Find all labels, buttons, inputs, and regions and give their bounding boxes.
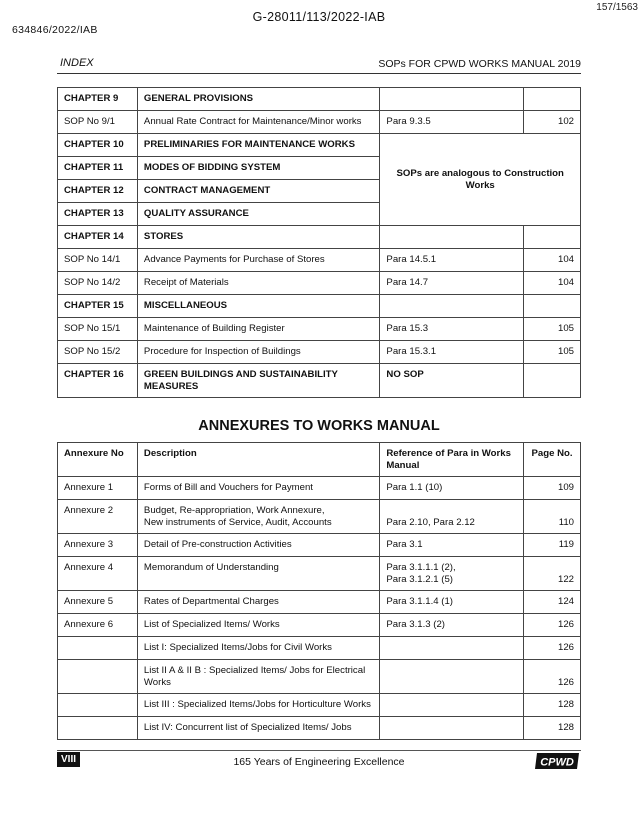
empty-cell bbox=[380, 637, 524, 660]
para-reference: Para 1.1 (10) bbox=[380, 477, 524, 500]
table-row bbox=[58, 249, 581, 272]
sop-description: Receipt of Materials bbox=[137, 272, 380, 295]
reference-line: Para 3.1.2.1 (5) bbox=[386, 574, 454, 585]
table-row bbox=[58, 88, 581, 111]
annexure-description bbox=[137, 500, 379, 534]
empty-cell bbox=[524, 295, 581, 318]
empty-cell bbox=[380, 717, 524, 740]
table-row bbox=[58, 614, 581, 637]
page-number: 110 bbox=[524, 500, 581, 534]
para-reference: Para 9.3.5 bbox=[380, 111, 524, 134]
page-counter: 157/1563 bbox=[596, 2, 638, 13]
column-header: Description bbox=[137, 443, 379, 477]
sop-number: SOP No 14/1 bbox=[58, 249, 138, 272]
chapter-label: CHAPTER 13 bbox=[58, 203, 138, 226]
annexure-description: List IV: Concurrent list of Specialized Items/ Jobs bbox=[137, 717, 379, 740]
page-number: 119 bbox=[524, 534, 581, 557]
chapter-title: GREEN BUILDINGS AND SUSTAINABILITY MEASURES bbox=[137, 364, 380, 398]
description-line: New instruments of Service, Audit, Accounts bbox=[143, 517, 332, 528]
page-number: 104 bbox=[524, 272, 581, 295]
table-row bbox=[58, 557, 581, 591]
annexure-description: List I: Specialized Items/Jobs for Civil Works bbox=[137, 637, 379, 660]
page-number: 122 bbox=[524, 557, 581, 591]
chapter-title: STORES bbox=[137, 226, 380, 249]
para-reference: Para 3.1.3 (2) bbox=[380, 614, 524, 637]
annexures-table bbox=[57, 442, 581, 740]
footer-page-number: VIII bbox=[57, 752, 80, 767]
column-header: Annexure No bbox=[58, 443, 138, 477]
description-line: List II A & II B : Specialized Items/ Jobs for Electrical bbox=[143, 665, 366, 676]
chapter-label: CHAPTER 11 bbox=[58, 157, 138, 180]
page-number: 105 bbox=[524, 318, 581, 341]
empty-cell bbox=[524, 88, 581, 111]
column-header: Page No. bbox=[524, 443, 581, 477]
empty-cell bbox=[380, 88, 524, 111]
annexure-number: Annexure 6 bbox=[58, 614, 138, 637]
annexure-description bbox=[137, 660, 379, 694]
annexure-number: Annexure 5 bbox=[58, 591, 138, 614]
empty-cell bbox=[524, 226, 581, 249]
footer-tagline: 165 Years of Engineering Excellence bbox=[233, 756, 405, 768]
chapter-title: QUALITY ASSURANCE bbox=[137, 203, 380, 226]
header-rule bbox=[57, 73, 581, 74]
empty-cell bbox=[380, 226, 524, 249]
annexure-number: Annexure 2 bbox=[58, 500, 138, 534]
table-row bbox=[58, 111, 581, 134]
footer-rule bbox=[57, 750, 581, 751]
page-number: 109 bbox=[524, 477, 581, 500]
page-number: 128 bbox=[524, 717, 581, 740]
empty-cell bbox=[58, 660, 138, 694]
para-reference: Para 3.1 bbox=[380, 534, 524, 557]
annexure-number: Annexure 3 bbox=[58, 534, 138, 557]
chapter-label: CHAPTER 16 bbox=[58, 364, 138, 398]
sop-description: Maintenance of Building Register bbox=[137, 318, 380, 341]
sop-description: Annual Rate Contract for Maintenance/Minor works bbox=[137, 111, 380, 134]
table-row bbox=[58, 637, 581, 660]
annexure-description: List of Specialized Items/ Works bbox=[137, 614, 379, 637]
annexure-number: Annexure 1 bbox=[58, 477, 138, 500]
annexures-heading: ANNEXURES TO WORKS MANUAL bbox=[198, 418, 440, 434]
table-row bbox=[58, 272, 581, 295]
empty-cell bbox=[524, 364, 581, 398]
annexure-description: Forms of Bill and Vouchers for Payment bbox=[137, 477, 379, 500]
index-table bbox=[57, 87, 581, 398]
chapter-title: PRELIMINARIES FOR MAINTENANCE WORKS bbox=[137, 134, 380, 157]
chapter-title: MODES OF BIDDING SYSTEM bbox=[137, 157, 380, 180]
table-row bbox=[58, 717, 581, 740]
page-number: 126 bbox=[524, 614, 581, 637]
table-row bbox=[58, 660, 581, 694]
para-reference: Para 15.3.1 bbox=[380, 341, 524, 364]
header-manual-title: SOPs FOR CPWD WORKS MANUAL 2019 bbox=[378, 58, 581, 70]
table-row bbox=[58, 694, 581, 717]
para-reference bbox=[380, 557, 524, 591]
description-line: Works bbox=[143, 677, 171, 688]
table-row bbox=[58, 341, 581, 364]
page-number: 126 bbox=[524, 660, 581, 694]
annexure-description: List III : Specialized Items/Jobs for Horticulture Works bbox=[137, 694, 379, 717]
table-row bbox=[58, 318, 581, 341]
empty-cell bbox=[380, 660, 524, 694]
page-number: 105 bbox=[524, 341, 581, 364]
page-number: 128 bbox=[524, 694, 581, 717]
empty-cell bbox=[58, 694, 138, 717]
table-header-row bbox=[58, 443, 581, 477]
cpwd-logo bbox=[534, 752, 580, 770]
description-line: Budget, Re-appropriation, Work Annexure, bbox=[143, 505, 325, 516]
sop-number: SOP No 14/2 bbox=[58, 272, 138, 295]
table-row bbox=[58, 134, 581, 157]
sop-description: Procedure for Inspection of Buildings bbox=[137, 341, 380, 364]
page-number: 124 bbox=[524, 591, 581, 614]
diary-number: 634846/2022/IAB bbox=[12, 24, 98, 36]
page-number: 126 bbox=[524, 637, 581, 660]
chapter-title: GENERAL PROVISIONS bbox=[137, 88, 380, 111]
chapter-label: CHAPTER 15 bbox=[58, 295, 138, 318]
empty-cell bbox=[380, 295, 524, 318]
empty-cell bbox=[58, 637, 138, 660]
table-row bbox=[58, 226, 581, 249]
para-reference: NO SOP bbox=[380, 364, 524, 398]
para-reference: Para 3.1.1.4 (1) bbox=[380, 591, 524, 614]
table-row bbox=[58, 364, 581, 398]
chapter-label: CHAPTER 9 bbox=[58, 88, 138, 111]
table-row bbox=[58, 295, 581, 318]
table-row bbox=[58, 477, 581, 500]
table-row bbox=[58, 500, 581, 534]
page-number: 104 bbox=[524, 249, 581, 272]
sop-number: SOP No 15/1 bbox=[58, 318, 138, 341]
logo-text: CPWD bbox=[540, 756, 574, 769]
para-reference: Para 14.5.1 bbox=[380, 249, 524, 272]
annexure-description: Rates of Departmental Charges bbox=[137, 591, 379, 614]
empty-cell bbox=[380, 694, 524, 717]
annexure-number: Annexure 4 bbox=[58, 557, 138, 591]
table-row bbox=[58, 591, 581, 614]
page-number: 102 bbox=[524, 111, 581, 134]
sop-number: SOP No 15/2 bbox=[58, 341, 138, 364]
header-index-label: INDEX bbox=[60, 57, 94, 69]
analogous-note: SOPs are analogous to Construction Works bbox=[380, 134, 581, 226]
chapter-label: CHAPTER 14 bbox=[58, 226, 138, 249]
chapter-label: CHAPTER 10 bbox=[58, 134, 138, 157]
file-number: G-28011/113/2022-IAB bbox=[252, 10, 386, 24]
sop-number: SOP No 9/1 bbox=[58, 111, 138, 134]
para-reference: Para 15.3 bbox=[380, 318, 524, 341]
chapter-title: MISCELLANEOUS bbox=[137, 295, 380, 318]
column-header: Reference of Para in Works Manual bbox=[380, 443, 524, 477]
annexure-description: Memorandum of Understanding bbox=[137, 557, 379, 591]
reference-line: Para 3.1.1.1 (2), bbox=[386, 562, 456, 573]
empty-cell bbox=[58, 717, 138, 740]
para-reference: Para 14.7 bbox=[380, 272, 524, 295]
sop-description: Advance Payments for Purchase of Stores bbox=[137, 249, 380, 272]
para-reference: Para 2.10, Para 2.12 bbox=[380, 500, 524, 534]
annexure-description: Detail of Pre-construction Activities bbox=[137, 534, 379, 557]
chapter-label: CHAPTER 12 bbox=[58, 180, 138, 203]
chapter-title: CONTRACT MANAGEMENT bbox=[137, 180, 380, 203]
table-row bbox=[58, 534, 581, 557]
